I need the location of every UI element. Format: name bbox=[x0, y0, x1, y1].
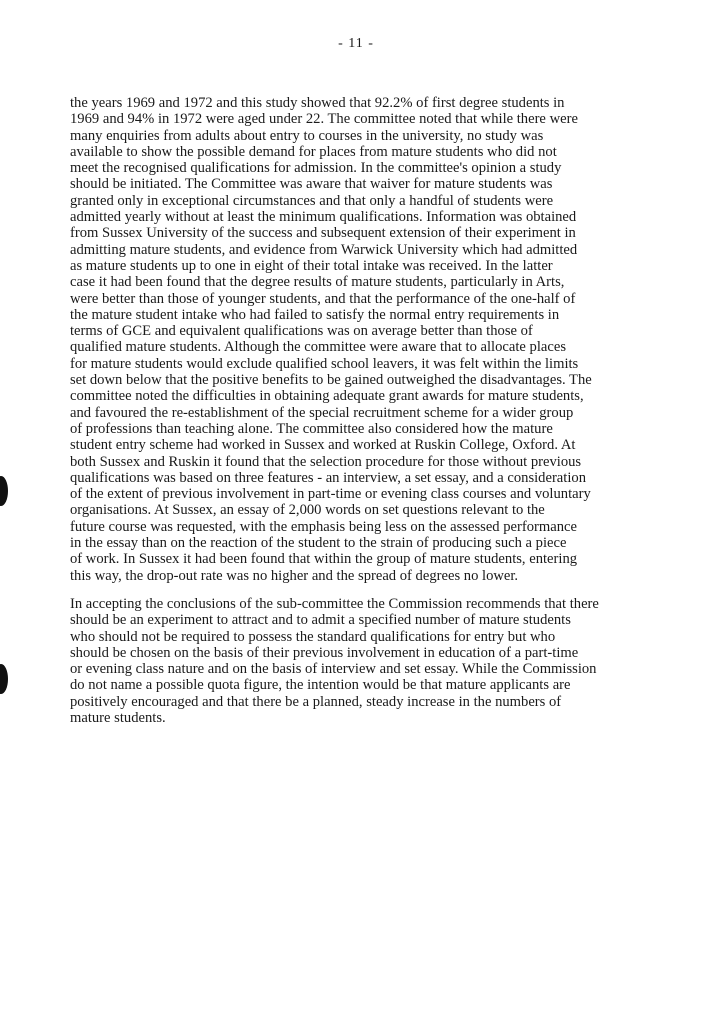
text-line: of professions than teaching alone. The committee also considered how the mature bbox=[70, 420, 553, 437]
text-line: admitting mature students, and evidence from Warwick University which had admitted bbox=[70, 241, 578, 258]
text-line: of the extent of previous involvement in part-time or evening class courses and voluntary bbox=[70, 486, 591, 503]
text-line: in the essay than on the reaction of the student to the strain of producing such a piece bbox=[70, 535, 567, 552]
text-line: qualifications was based on three features - an interview, a set essay, and a consideration bbox=[70, 469, 586, 486]
text-line: should be initiated. The Committee was aware that waiver for mature students was bbox=[70, 176, 553, 193]
text-line: positively encouraged and that there be a planned, steady increase in the numbers of bbox=[70, 693, 562, 710]
text-line: In accepting the conclusions of the sub-committee the Commission recommends that there bbox=[70, 595, 599, 612]
text-line: many enquiries from adults about entry to courses in the university, no study was bbox=[70, 127, 544, 144]
text-line: were better than those of younger students, and that the performance of the one-half of bbox=[70, 290, 576, 307]
body-text bbox=[70, 95, 710, 726]
text-line: should be chosen on the basis of their previous involvement in education of a part-time bbox=[70, 644, 579, 661]
text-line: or evening class nature and on the basis of interview and set essay. While the Commission bbox=[70, 661, 597, 678]
text-line: meet the recognised qualifications for admission. In the committee's opinion a study bbox=[70, 160, 562, 177]
text-line: granted only in exceptional circumstances and that only a handful of students were bbox=[70, 192, 554, 209]
text-line: mature students. bbox=[70, 709, 166, 726]
text-line: organisations. At Sussex, an essay of 2,000 words on set questions relevant to the bbox=[70, 502, 545, 519]
text-line: the mature student intake who had failed to satisfy the normal entry requirements in bbox=[70, 306, 560, 323]
text-line: this way, the drop-out rate was no higher and the spread of degrees no lower. bbox=[70, 567, 519, 584]
text-line: qualified mature students. Although the committee were aware that to allocate places bbox=[70, 339, 567, 356]
paragraph-mature-students-study bbox=[70, 95, 710, 584]
text-line: 1969 and 94% in 1972 were aged under 22. The committee noted that while there were bbox=[70, 111, 578, 128]
text-line: and favoured the re-establishment of the special recruitment scheme for a wider group bbox=[70, 404, 574, 421]
text-line: future course was requested, with the emphasis being less on the assessed performance bbox=[70, 518, 577, 535]
punch-hole bbox=[0, 476, 8, 506]
text-line: of work. In Sussex it had been found that within the group of mature students, entering bbox=[70, 551, 578, 568]
text-line: case it had been found that the degree results of mature students, particularly in Arts, bbox=[70, 274, 565, 291]
punch-hole bbox=[0, 664, 8, 694]
paragraph-commission-recommendation bbox=[70, 596, 710, 726]
text-line: admitted yearly without at least the minimum qualifications. Information was obtained bbox=[70, 209, 577, 226]
text-line: should be an experiment to attract and to admit a specified number of mature students bbox=[70, 612, 571, 629]
text-line: student entry scheme had worked in Sussex and worked at Ruskin College, Oxford. At bbox=[70, 437, 576, 454]
text-line: from Sussex University of the success and subsequent extension of their experiment in bbox=[70, 225, 576, 242]
text-line: do not name a possible quota figure, the intention would be that mature applicants are bbox=[70, 677, 571, 694]
text-line: for mature students would exclude qualified school leavers, it was felt within the limits bbox=[70, 355, 579, 372]
text-line: both Sussex and Ruskin it found that the selection procedure for those without previous bbox=[70, 453, 582, 470]
text-line: committee noted the difficulties in obtaining adequate grant awards for mature students, bbox=[70, 388, 584, 405]
text-line: set down below that the positive benefits to be gained outweighed the disadvantages. The bbox=[70, 372, 592, 389]
page-number: - 11 - bbox=[338, 36, 374, 51]
text-line: who should not be required to possess the standard qualifications for entry but who bbox=[70, 628, 556, 645]
text-line: available to show the possible demand for places from mature students who did not bbox=[70, 143, 557, 160]
text-line: as mature students up to one in eight of their total intake was received. In the latter bbox=[70, 257, 553, 274]
text-line: the years 1969 and 1972 and this study showed that 92.2% of first degree students in bbox=[70, 95, 565, 111]
text-line: terms of GCE and equivalent qualifications was on average better than those of bbox=[70, 323, 533, 340]
